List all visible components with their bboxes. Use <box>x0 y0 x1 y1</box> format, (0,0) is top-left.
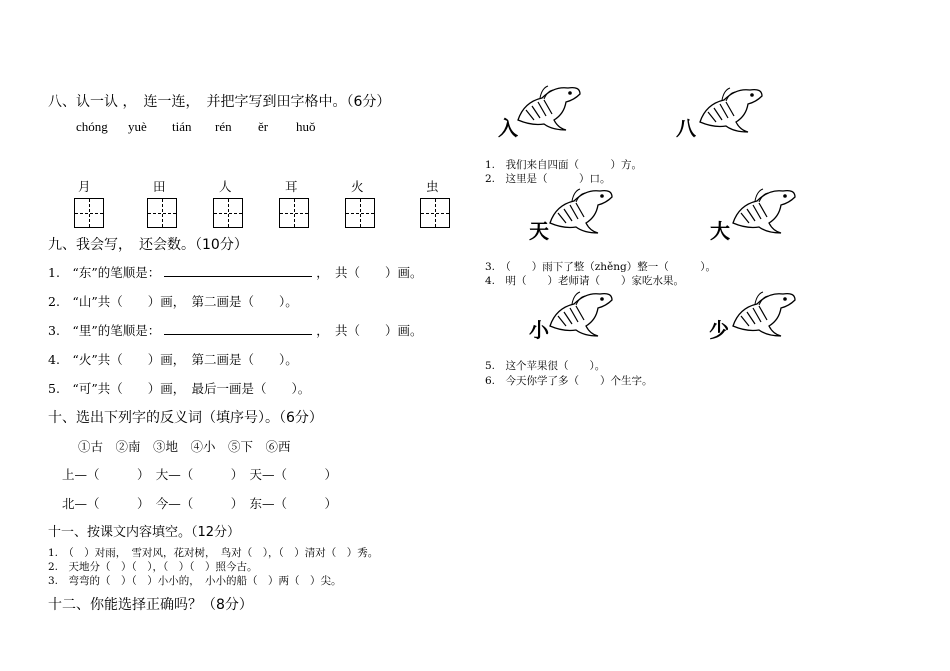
choice-char-da: 大 <box>710 219 730 243</box>
sentence-3: 3. （ ）雨下了整（zhěng）整一（ ）。 <box>485 261 717 273</box>
q9-4: 4. “火”共（ ）画， 第二画是（ ）。 <box>48 352 298 367</box>
antonym-row-1: 上—（ ） 大—（ ） 天—（ ） <box>62 467 338 482</box>
pinyin-5: ěr <box>258 119 269 134</box>
tianzige-box-2[interactable] <box>147 198 177 228</box>
antonym-options: ①古 ②南 ③地 ④小 ⑤下 ⑥西 <box>78 439 291 454</box>
q9-1 <box>48 263 422 281</box>
char-3: 人 <box>219 179 232 194</box>
tianzige-box-6[interactable] <box>420 198 450 228</box>
bird-icon <box>546 286 614 338</box>
section-11-title: 十一、按课文内容填空。（12分） <box>48 525 241 540</box>
fill-line-2: 2. 天地分（ ）（ ），（ ）（ ）照今古。 <box>48 561 258 573</box>
choice-char-shao: 少 <box>709 318 729 342</box>
bird-icon <box>546 183 614 235</box>
choice-char-ba: 八 <box>676 116 696 140</box>
char-5: 火 <box>351 179 364 194</box>
sentence-6: 6. 今天你学了多（ ）个生字。 <box>485 375 653 387</box>
answer-line[interactable] <box>164 322 312 335</box>
antonym-row-2: 北—（ ） 今—（ ） 东—（ ） <box>62 496 338 511</box>
bird-icon <box>729 286 797 338</box>
section-12-title: 十二、你能选择正确吗？（8分） <box>48 597 253 613</box>
char-6: 虫 <box>426 179 439 194</box>
pinyin-4: rén <box>215 119 232 134</box>
q9-3-prefix: 3. “里”的笔顺是： <box>48 323 161 338</box>
sentence-1: 1. 我们来自四面（ ）方。 <box>485 159 643 171</box>
fill-line-3: 3. 弯弯的（ ）（ ）小小的， 小小的船（ ）两（ ）尖。 <box>48 575 342 587</box>
choice-char-tian: 天 <box>529 219 549 243</box>
q9-3 <box>48 321 422 339</box>
q9-1-suffix: ， 共（ ）画。 <box>316 265 423 280</box>
q9-5: 5. “可”共（ ）画， 最后一画是（ ）。 <box>48 381 311 396</box>
q9-2: 2. “山”共（ ）画， 第二画是（ ）。 <box>48 294 298 309</box>
section-8-title: 八、认一认 ， 连一连， 并把字写到田字格中。（6分） <box>48 94 391 110</box>
tianzige-box-3[interactable] <box>213 198 243 228</box>
q9-3-suffix: ， 共（ ）画。 <box>316 323 423 338</box>
tianzige-box-5[interactable] <box>345 198 375 228</box>
pinyin-1: chóng <box>76 119 108 134</box>
section-10-title: 十、选出下列字的反义词（填序号）。（6分） <box>48 410 323 426</box>
pinyin-3: tián <box>172 119 192 134</box>
char-2: 田 <box>153 179 166 194</box>
sentence-2: 2. 这里是（ ）口。 <box>485 173 611 185</box>
section-9-title: 九、我会写， 还会数。（10分） <box>48 237 248 253</box>
choice-char-ru: 入 <box>498 116 518 140</box>
pinyin-2: yuè <box>128 119 147 134</box>
sentence-4: 4. 明（ ）老师请（ ）家吃水果。 <box>485 275 685 287</box>
tianzige-box-1[interactable] <box>74 198 104 228</box>
sentence-5: 5. 这个苹果很（ ）。 <box>485 360 606 372</box>
bird-icon <box>514 80 582 132</box>
bird-icon <box>729 183 797 235</box>
bird-icon <box>696 82 764 134</box>
q9-1-prefix: 1. “东”的笔顺是： <box>48 265 161 280</box>
char-4: 耳 <box>285 179 298 194</box>
answer-line[interactable] <box>164 264 312 277</box>
tianzige-box-4[interactable] <box>279 198 309 228</box>
pinyin-6: huǒ <box>296 119 316 134</box>
choice-char-xiao: 小 <box>529 318 549 342</box>
fill-line-1: 1. （ ）对雨， 雪对风，花对树， 鸟对（ ），（ ）清对（ ）秀。 <box>48 547 379 559</box>
char-1: 月 <box>78 179 91 194</box>
